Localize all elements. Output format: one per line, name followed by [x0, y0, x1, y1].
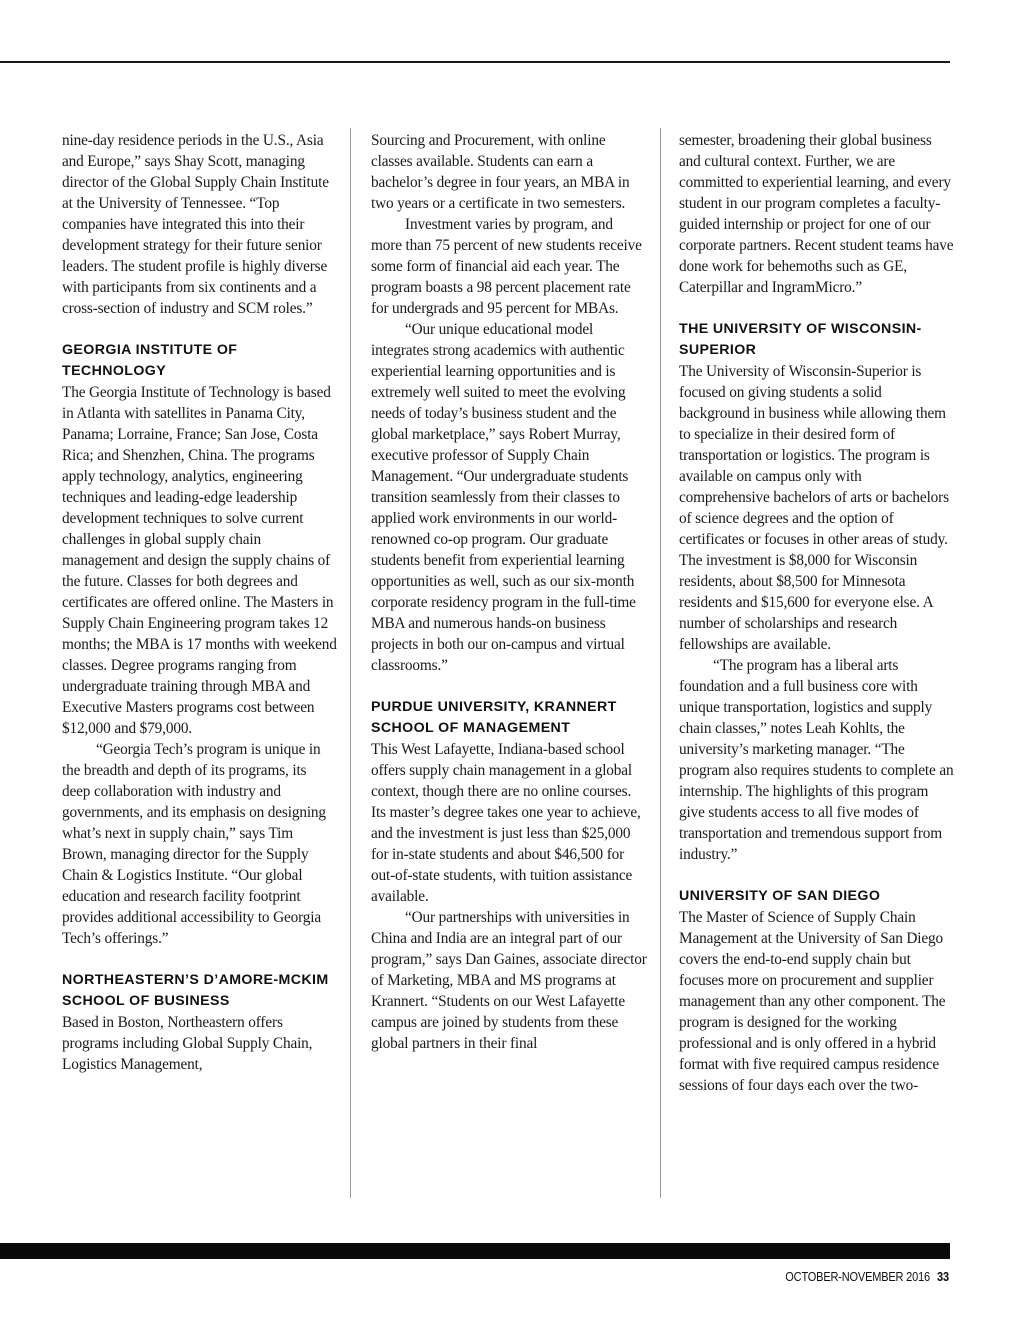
body-paragraph: This West Lafayette, Indiana-based school offers supply chain management in a global context, though there are no online courses. Its master’s degree takes one year to achieve, and the investment is just less than $25,000 for in-state students and about $46,500 for out-of-state students, with tuition assistance available. [371, 741, 641, 905]
body-paragraph: “Our partnerships with universities in China and India are an integral part of our program,” says Dan Gaines, associate director of Marketing, MBA and MS programs at Krannert. “Students on our West Lafayette campus are joined by students from these global partners in their final [371, 909, 647, 1052]
section-heading: GEORGIA INSTITUTE OF TECHNOLOGY [62, 342, 238, 379]
section-heading: PURDUE UNIVERSITY, KRANNERT SCHOOL OF MANAGEMENT [371, 699, 617, 736]
body-paragraph: Sourcing and Procurement, with online classes available. Students can earn a bachelor’s degree in four years, an MBA in two years or a certificate in two semesters. [371, 132, 630, 212]
body-paragraph: nine-day residence periods in the U.S., Asia and Europe,” says Shay Scott, managing director of the Global Supply Chain Institute at the University of Tennessee. “Top companies have integrated this into their development strategy for their future senior leaders. The student profile is highly diverse with participants from six continents and a cross-section of industry and SCM roles.” [62, 132, 329, 317]
body-paragraph: The Georgia Institute of Technology is based in Atlanta with satellites in Panama City, Panama; Lorraine, France; San Jose, Costa Rica; and Shenzhen, China. The programs apply technology, analytics, engineering techniques and leading-edge leadership development techniques to solve current challenges in global supply chain management and design the supply chains of the future. Classes for both degrees and certificates are offered online. The Masters in Supply Chain Engineering program takes 12 months; the MBA is 17 months with weekend classes. Degree programs ranging from undergraduate training through MBA and Executive Masters programs cost between $12,000 and $79,000. [62, 384, 337, 737]
article-column-1 [62, 130, 337, 1205]
body-paragraph: “Georgia Tech’s program is unique in the breadth and depth of its programs, its deep collaboration with industry and governments, and its emphasis on designing what’s next in supply chain,” says Tim Brown, managing director for the Supply Chain & Logistics Institute. “Our global education and research facility footprint provides additional accessibility to Georgia Tech’s offerings.” [62, 741, 326, 947]
body-paragraph: Based in Boston, Northeastern offers programs including Global Supply Chain, Logistics Management, [62, 1014, 313, 1073]
article-column-3 [679, 130, 954, 1205]
section-heading: NORTHEASTERN’S D’AMORE-MCKIM SCHOOL OF BUSINESS [62, 972, 329, 1009]
issue-date: OCTOBER-NOVEMBER 2016 [785, 1270, 931, 1284]
body-paragraph: Investment varies by program, and more than 75 percent of new students receive some form of financial aid each year. The program boasts a 98 percent placement rate for undergrads and 95 percent for MBAs. [371, 216, 642, 317]
body-paragraph: The University of Wisconsin-Superior is focused on giving students a solid background in business while allowing them to specialize in their desired form of transportation or logistics. The program is available on campus only with comprehensive bachelors of arts or bachelors of science degrees and the option of certificates or focuses in other areas of study. The investment is $8,000 for Wisconsin residents, about $8,500 for Minnesota residents and $15,600 for everyone else. A number of scholarships and research fellowships are available. [679, 363, 949, 653]
page-footer [785, 1270, 949, 1284]
body-paragraph: semester, broadening their global business and cultural context. Further, we are committed to experiential learning, and every student in our program completes a faculty-guided internship or project for one of our corporate partners. Recent student teams have done work for behemoths such as GE, Caterpillar and IngramMicro.” [679, 132, 954, 296]
body-paragraph: “Our unique educational model integrates strong academics with authentic experiential learning opportunities and is extremely well suited to meet the evolving needs of today’s business student and the global marketplace,” says Robert Murray, executive professor of Supply Chain Management. “Our undergraduate students transition seamlessly from their classes to applied work environments in our world-renowned co-op program. Our graduate students benefit from experiential learning opportunities as well, such as our six-month corporate residency program in the full-time MBA and numerous hands-on business projects in both our on-campus and virtual classrooms.” [371, 321, 636, 674]
section-heading: THE UNIVERSITY OF WISCONSIN-SUPERIOR [679, 321, 922, 358]
page-number: 33 [937, 1270, 949, 1284]
bottom-bar [0, 1243, 950, 1259]
body-paragraph: “The program has a liberal arts foundation and a full business core with unique transportation, logistics and supply chain classes,” notes Leah Kohlts, the university’s marketing manager. “The program also requires students to complete an internship. The highlights of this program give students access to all five modes of transportation and tremendous support from industry.” [679, 657, 954, 863]
top-rule [0, 61, 950, 63]
column-divider-2 [660, 128, 661, 1198]
section-heading: UNIVERSITY OF SAN DIEGO [679, 888, 881, 904]
body-paragraph: The Master of Science of Supply Chain Management at the University of San Diego covers the end-to-end supply chain but focuses more on procurement and supplier management than any other component. The program is designed for the working professional and is only offered in a hybrid format with five required campus residence sessions of four days each over the two- [679, 909, 946, 1094]
article-column-2 [371, 130, 647, 1205]
column-divider-1 [350, 128, 351, 1198]
